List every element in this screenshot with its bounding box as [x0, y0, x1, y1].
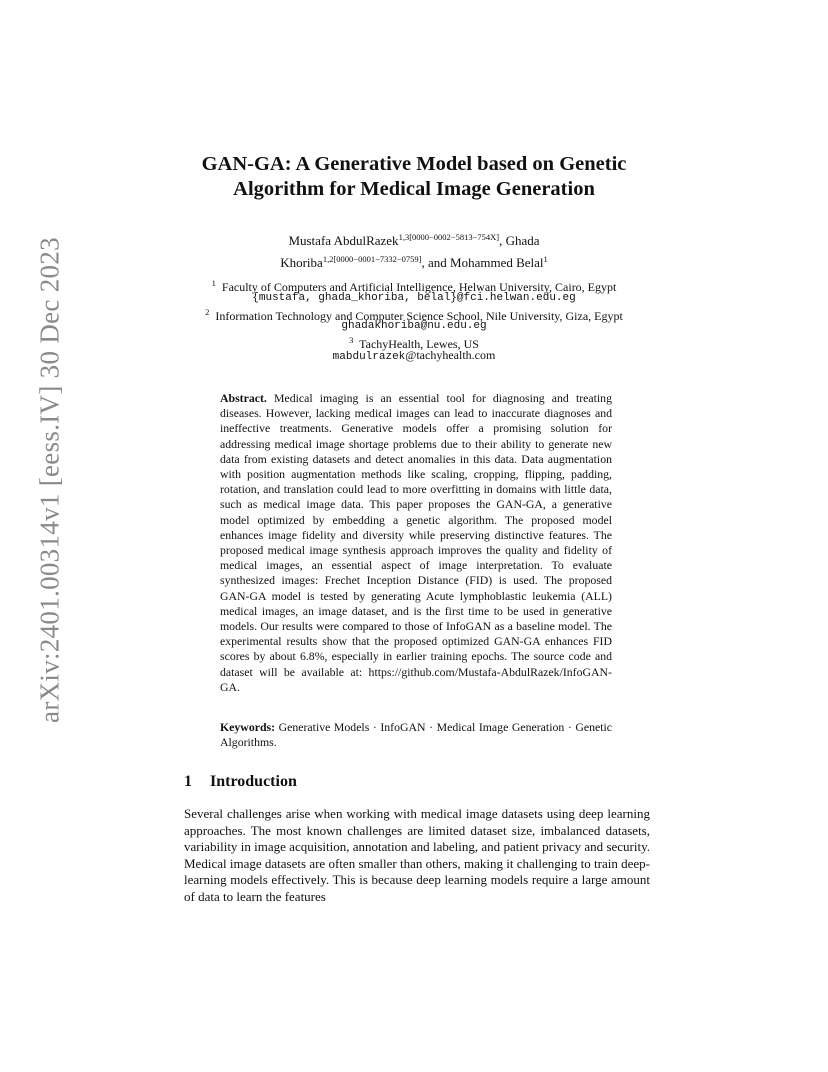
author-superscript: 1,2[0000−0001−7332−0759]: [322, 254, 422, 264]
affiliation-number: 3: [349, 335, 354, 345]
author-separator: , and Mohammed Belal: [421, 255, 544, 270]
affiliation-text: Information Technology and Computer Science School, Nile University, Giza, Egypt: [215, 309, 623, 323]
affiliation-text: Faculty of Computers and Artificial Intelligence, Helwan University, Cairo, Egypt: [221, 280, 617, 294]
affiliation-text: TachyHealth, Lewes, US: [359, 337, 479, 351]
section-heading-introduction: [184, 773, 297, 791]
email-domain: @tachyhealth.com: [405, 348, 496, 362]
section-number: 1: [184, 773, 192, 790]
affiliation-number: 2: [205, 307, 210, 317]
section-title: Introduction: [210, 773, 297, 790]
author-separator: , Ghada: [499, 233, 540, 248]
author-line-2: [160, 250, 668, 272]
author-list: [160, 228, 668, 272]
affiliation-1-email: {mustafa, ghada_khoriba, belal}@fci.helwan.edu.eg: [252, 292, 576, 304]
author-superscript: 1: [543, 254, 548, 264]
affiliation-2-email: ghadakhoriba@nu.edu.eg: [341, 320, 487, 332]
paper-title: [160, 152, 668, 202]
email-user: mabdulrazek: [332, 351, 406, 363]
keywords-text: Generative Models · InfoGAN · Medical Image Generation · Genetic Algorithms.: [220, 720, 612, 750]
title-line-1: GAN-GA: A Generative Model based on Genetic: [201, 153, 627, 175]
title-line-2: Algorithm for Medical Image Generation: [233, 178, 595, 200]
arxiv-identifier: arXiv:2401.00314v1 [eess.IV] 30 Dec 2023: [34, 237, 65, 723]
author-name: Khoriba: [280, 255, 323, 270]
author-superscript: 1,3[0000−0002−5813−754X]: [398, 232, 500, 242]
keywords: [220, 720, 612, 750]
affiliation-3-email: [160, 348, 668, 363]
author-line-1: [160, 228, 668, 250]
author-name: Mustafa AbdulRazek: [288, 233, 399, 248]
abstract: [220, 391, 612, 695]
abstract-label: Abstract.: [220, 391, 267, 405]
keywords-label: Keywords:: [220, 720, 276, 734]
introduction-paragraph: Several challenges arise when working with medical image datasets using deep learning approaches. The most known challenges are limited dataset size, imbalanced datasets, variability in image acquisition, annotation and labeling, and patient privacy and security. Medical image datasets are often smaller than others, making it challenging to train deep-learning models effectively. This is because deep learning models require a large amount of data to learn the features: [184, 806, 650, 904]
abstract-text: Medical imaging is an essential tool for diagnosing and treating diseases. However, lacking medical images can lead to inaccurate diagnoses and ineffective treatments. Generative models offer a promising solution for addressing medical image shortage problems due to their ability to generate new data from existing datasets and detect anomalies in this data. Data augmentation with position augmentation methods like scaling, cropping, flipping, padding, rotation, and translation could lead to more overfitting in domains with little data, such as medical image data. This paper proposes the GAN-GA, a generative model optimized by embedding a genetic algorithm. The proposed model enhances image fidelity and diversity while preserving distinctive features. The proposed medical image synthesis approach improves the quality and fidelity of medical images, an essential aspect of image interpretation. To evaluate synthesized images: Frechet Inception Distance (FID) is used. The proposed GAN-GA model is tested by generating Acute lymphoblastic leukemia (ALL) medical images, an image dataset, and is the first time to be used in generative models. Our results were compared to those of InfoGAN as a baseline model. The experimental results show that the proposed optimized GAN-GA enhances FID scores by about 6.8%, especially in earlier training epochs. The source code and dataset will be available at: https://github.com/Mustafa-AbdulRazek/InfoGAN-GA.: [220, 391, 612, 694]
affiliation-number: 1: [211, 278, 216, 288]
